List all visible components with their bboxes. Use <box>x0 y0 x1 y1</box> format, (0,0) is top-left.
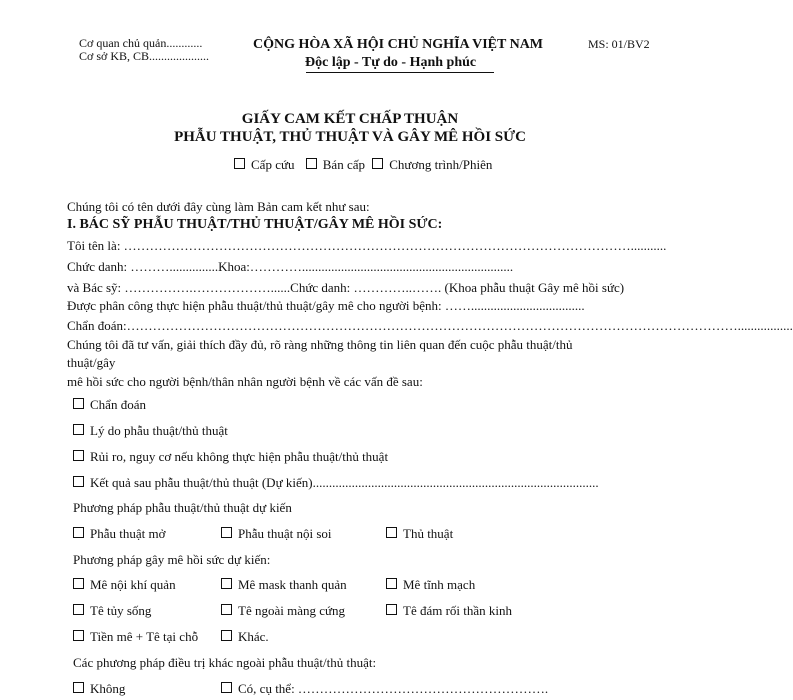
motto-underline <box>306 72 494 73</box>
form-code: MS: 01/BV2 <box>588 37 650 51</box>
header-facility-line: Cơ sở KB, CB.................... <box>79 49 210 63</box>
diagnosis-line: Chẩn đoán:……………………………………………………………………………………………………………………………................. <box>67 318 793 333</box>
checkbox[interactable] <box>221 527 232 538</box>
other-treatment-none[interactable]: Không <box>73 681 125 697</box>
checkbox[interactable] <box>73 604 84 615</box>
method-procedure[interactable]: Thủ thuật <box>386 526 453 542</box>
method-open-surgery[interactable]: Phẫu thuật mở <box>73 526 165 542</box>
method-laparoscopic[interactable]: Phẫu thuật nội soi <box>221 526 332 542</box>
doctor-name-line: Tôi tên là: ………………………………………………………………………………………………………........... <box>67 238 667 253</box>
checkbox[interactable] <box>234 158 245 169</box>
checkbox[interactable] <box>73 527 84 538</box>
national-motto: Độc lập - Tự do - Hạnh phúc <box>305 55 477 70</box>
issue-diagnosis[interactable]: Chẩn đoán <box>73 397 146 413</box>
consultation-text-3: mê hồi sức cho người bệnh/thân nhân người bệnh về các vấn đề sau: <box>67 374 423 389</box>
doctor-title-line: Chức danh: ………...............Khoa:…………................................................................. <box>67 259 514 274</box>
urgency-options <box>234 157 492 175</box>
section1-heading: I. BÁC SỸ PHẪU THUẬT/THỦ THUẬT/GÂY MÊ HỒI SỨC: <box>67 217 443 232</box>
other-treatment-yes[interactable]: Có, cụ thể: …………………………………………………. <box>221 681 548 697</box>
checkbox[interactable] <box>306 158 317 169</box>
intro-text: Chúng tôi có tên dưới đây cùng làm Bản cam kết như sau: <box>67 199 370 214</box>
second-doctor-line: và Bác sỹ: …………….………………......Chức danh: …………..……. (Khoa phẫu thuật Gây mê hồi sức) <box>67 280 625 295</box>
surgery-method-label: Phương pháp phẫu thuật/thủ thuật dự kiến <box>73 500 292 515</box>
issue-risk[interactable]: Rủi ro, nguy cơ nếu không thực hiện phẫu thuật/thủ thuật <box>73 449 388 465</box>
checkbox[interactable] <box>372 158 383 169</box>
anesthesia-spinal[interactable]: Tê tủy sống <box>73 603 151 619</box>
urgency-semi-urgent-option[interactable]: Bán cấp <box>306 157 365 173</box>
consultation-text-1: Chúng tôi đã tư vấn, giải thích đầy đủ, rõ ràng những thông tin liên quan đến cuộc phẫu thuật/thủ <box>67 337 573 352</box>
checkbox[interactable] <box>73 578 84 589</box>
checkbox[interactable] <box>73 424 84 435</box>
anesthesia-label: Phương pháp gây mê hồi sức dự kiến: <box>73 552 271 567</box>
checkbox[interactable] <box>221 630 232 641</box>
checkbox[interactable] <box>221 682 232 693</box>
country-name: CỘNG HÒA XÃ HỘI CHỦ NGHĨA VIỆT NAM <box>253 37 544 52</box>
checkbox[interactable] <box>73 476 84 487</box>
checkbox[interactable] <box>386 604 397 615</box>
checkbox[interactable] <box>221 604 232 615</box>
anesthesia-laryngeal-mask[interactable]: Mê mask thanh quản <box>221 577 347 593</box>
checkbox[interactable] <box>386 578 397 589</box>
anesthesia-epidural[interactable]: Tê ngoài màng cứng <box>221 603 345 619</box>
anesthesia-intravenous[interactable]: Mê tĩnh mạch <box>386 577 475 593</box>
assignment-line: Được phân công thực hiện phẫu thuật/thủ thuật/gây mê cho người bệnh: ……................................... <box>67 298 585 313</box>
header-agency-line: Cơ quan chủ quản............ <box>79 36 203 50</box>
anesthesia-nerve-plexus[interactable]: Tê đám rối thần kinh <box>386 603 512 619</box>
issue-reason[interactable]: Lý do phẫu thuật/thủ thuật <box>73 423 228 439</box>
checkbox[interactable] <box>73 398 84 409</box>
consultation-text-2: thuật/gây <box>67 355 116 370</box>
other-treatment-label: Các phương pháp điều trị khác ngoài phẫu thuật/thủ thuật: <box>73 655 377 670</box>
urgency-emergency-option[interactable]: Cấp cứu <box>234 157 295 173</box>
anesthesia-other[interactable]: Khác. <box>221 629 269 645</box>
checkbox[interactable] <box>386 527 397 538</box>
form-title-line2: PHẪU THUẬT, THỦ THUẬT VÀ GÂY MÊ HỒI SỨC <box>174 129 526 145</box>
checkbox[interactable] <box>73 682 84 693</box>
urgency-scheduled-option[interactable]: Chương trình/Phiên <box>372 157 492 173</box>
checkbox[interactable] <box>73 450 84 461</box>
anesthesia-endotracheal[interactable]: Mê nội khí quản <box>73 577 176 593</box>
checkbox[interactable] <box>221 578 232 589</box>
form-title-line1: GIẤY CAM KẾT CHẤP THUẬN <box>241 111 459 127</box>
anesthesia-premed-local[interactable]: Tiền mê + Tê tại chỗ <box>73 629 198 645</box>
checkbox[interactable] <box>73 630 84 641</box>
issue-expected-result[interactable]: Kết quả sau phẫu thuật/thủ thuật (Dự kiến)........................................................................................ <box>73 475 599 491</box>
